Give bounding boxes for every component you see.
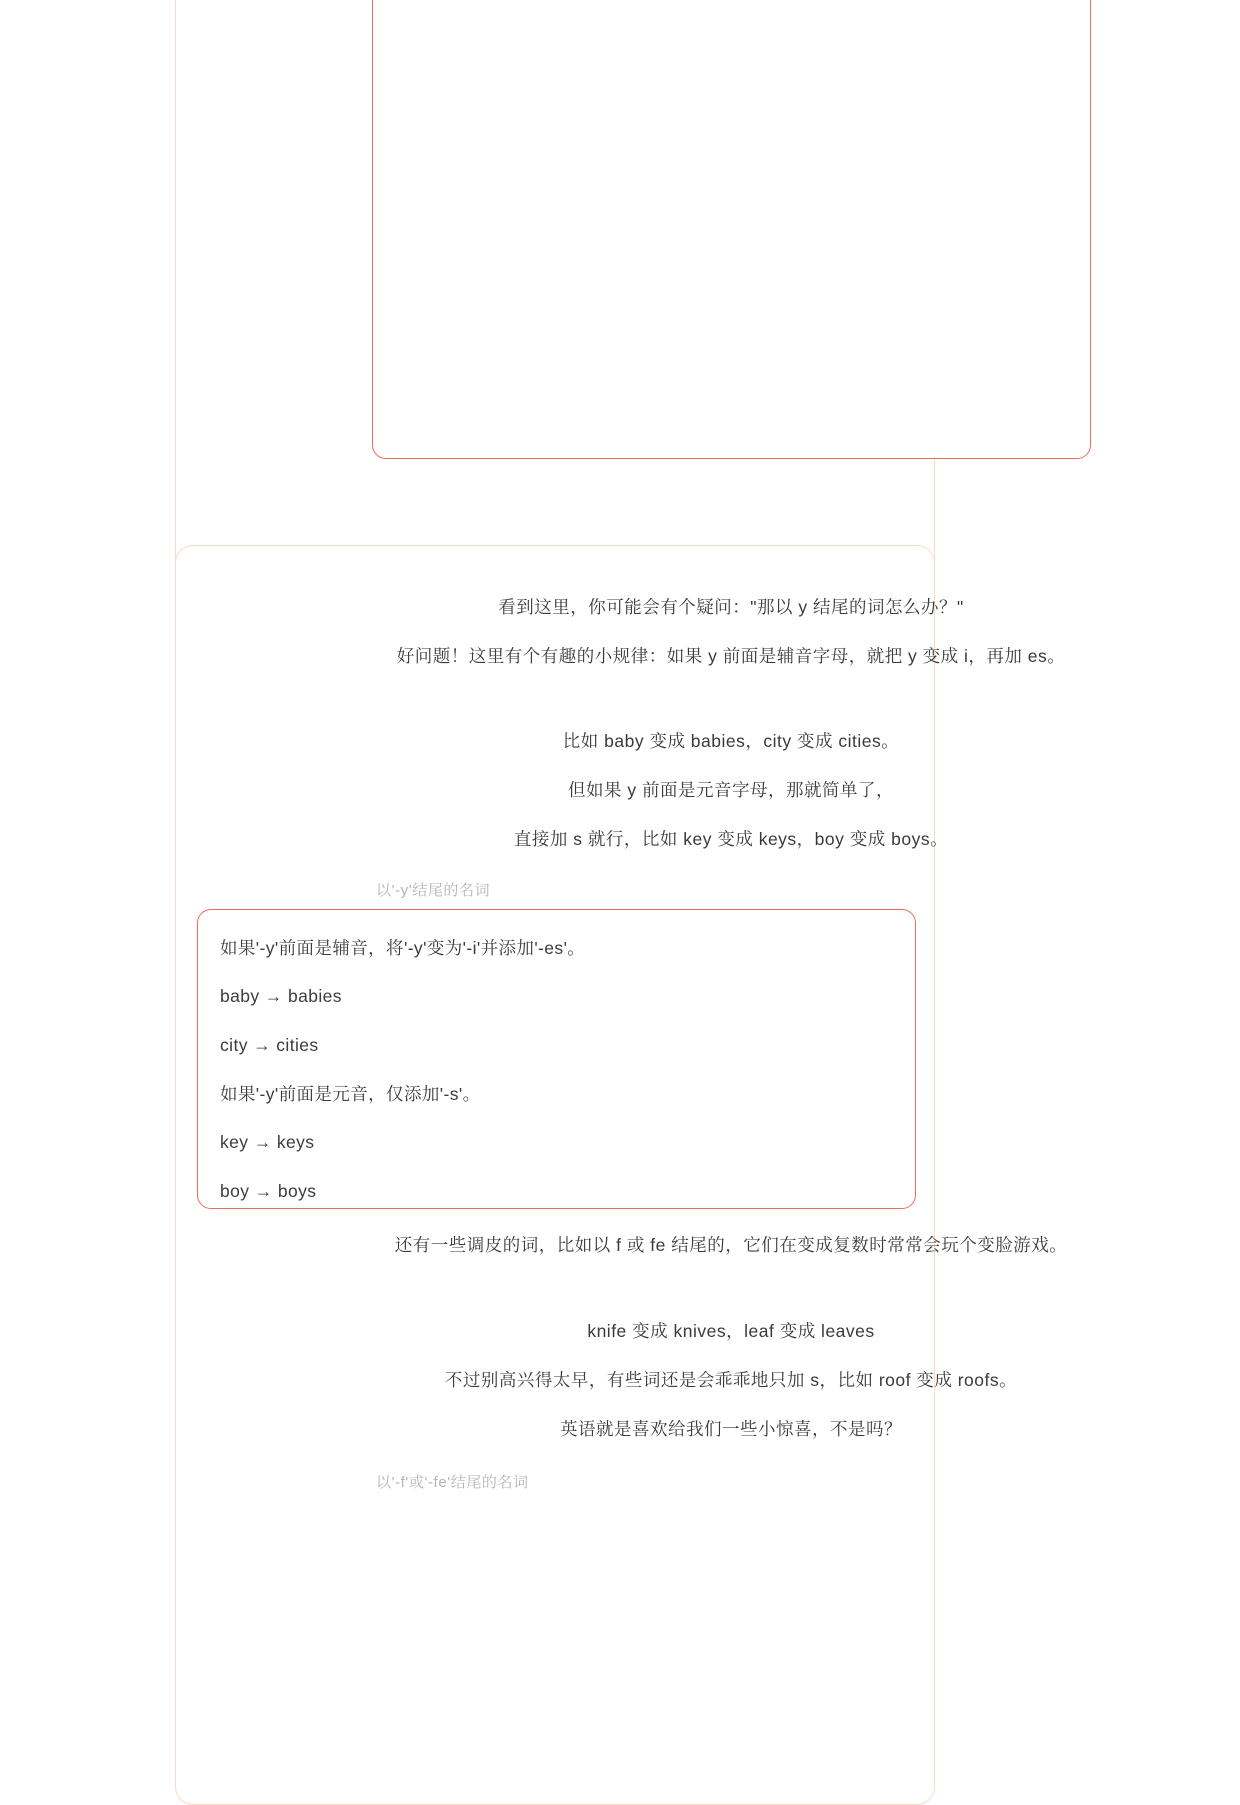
rule-line-vowel-rule: 如果'-y'前面是元音，仅添加'-s'。: [220, 1084, 481, 1104]
rule-line-city: city → cities: [220, 1035, 319, 1055]
paragraph-vowel-examples: 直接加 s 就行，比如 key 变成 keys，boy 变成 boys。: [513, 829, 949, 849]
paragraph-f-fe-intro: 还有一些调皮的词，比如以 f 或 fe 结尾的，它们在变成复数时常常会玩个变脸游戏。: [394, 1235, 1068, 1255]
rule-line-consonant-rule: 如果'-y'前面是辅音，将'-y'变为'-i'并添加'-es'。: [220, 938, 586, 958]
paragraph-consonant-rule: 好问题！这里有个有趣的小规律：如果 y 前面是辅音字母，就把 y 变成 i，再加 es。: [396, 646, 1066, 666]
card-plural-rules: [175, 545, 1068, 1805]
caption-y-nouns: 以'-y'结尾的名词: [376, 882, 491, 899]
rule-line-boy: boy → boys: [220, 1181, 317, 1201]
paragraph-vowel-rule: 但如果 y 前面是元音字母，那就简单了，: [568, 780, 894, 800]
paragraph-closing: 英语就是喜欢给我们一些小惊喜，不是吗？: [560, 1419, 902, 1439]
rule-line-key: key → keys: [220, 1132, 315, 1152]
card-previous-section: [175, 0, 935, 608]
rule-box-previous: [372, 0, 1091, 459]
caption-f-fe-nouns: 以'-f'或'-fe'结尾的名词: [376, 1474, 529, 1491]
rule-box-y-nouns: [197, 909, 916, 1209]
paragraph-question: 看到这里，你可能会有个疑问："那以 y 结尾的词怎么办？": [498, 597, 964, 617]
paragraph-f-exception: 不过别高兴得太早，有些词还是会乖乖地只加 s，比如 roof 变成 roofs。: [444, 1370, 1018, 1390]
rule-line-baby: baby → babies: [220, 986, 342, 1006]
paragraph-consonant-examples: 比如 baby 变成 babies，city 变成 cities。: [562, 731, 900, 751]
paragraph-f-fe-examples: knife 变成 knives，leaf 变成 leaves: [587, 1321, 875, 1341]
